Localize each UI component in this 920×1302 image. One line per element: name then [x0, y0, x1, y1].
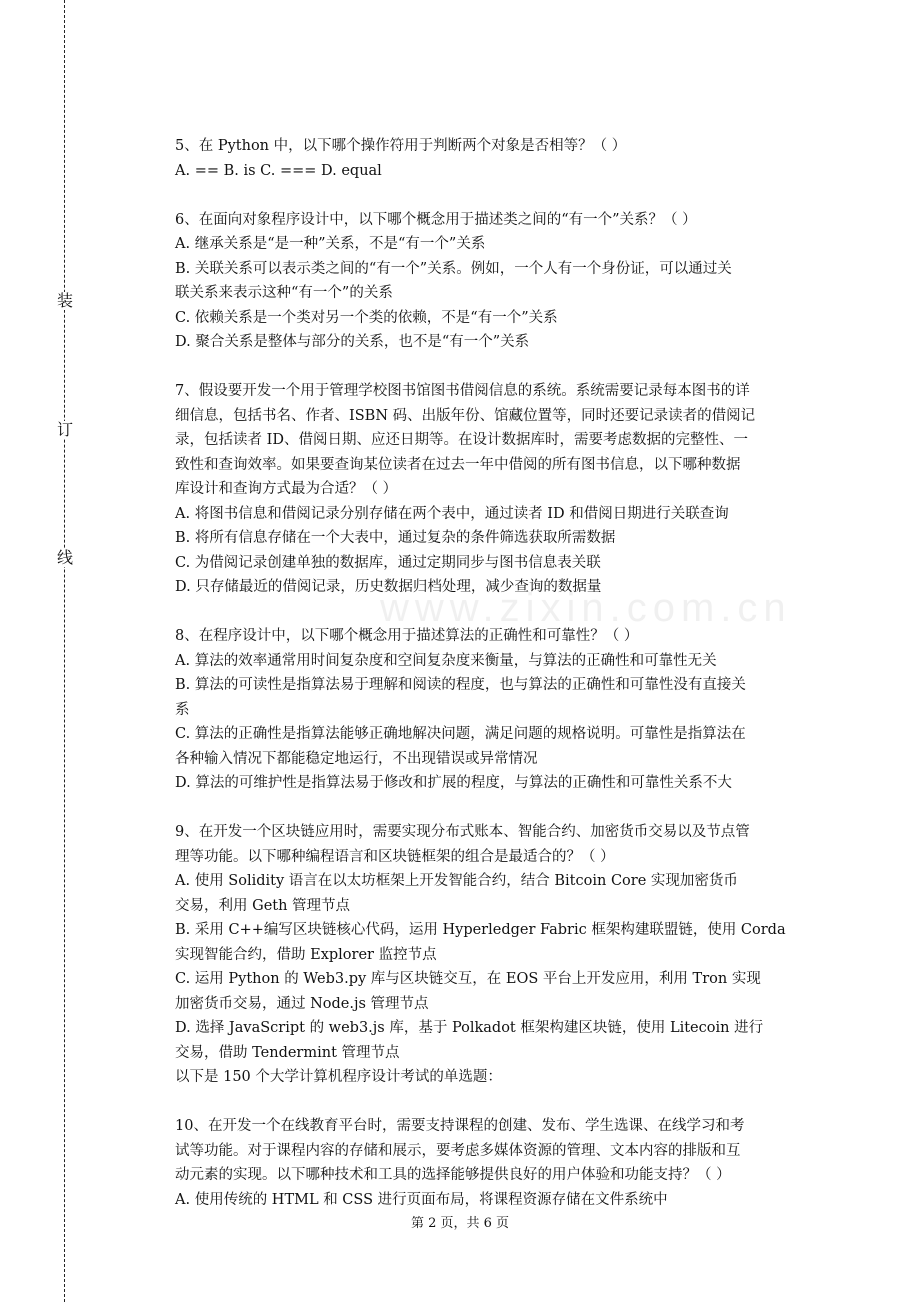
question-8 — [175, 624, 835, 796]
option-c: C. 运用 Python 的 Web3.py 库与区块链交互，在 EOS 平台上开发应用，利用 Tron 实现 — [175, 971, 761, 987]
option-b-cont: 系 — [175, 701, 190, 718]
option-b: B. 关联关系可以表示类之间的“有一个”关系。例如，一个人有一个身份证，可以通过关 — [175, 260, 732, 277]
binding-dashed-line — [64, 0, 65, 1302]
option-b: B. 算法的可读性是指算法易于理解和阅读的程度，也与算法的正确性和可靠性没有直接关 — [175, 677, 746, 693]
question-10 — [175, 1114, 835, 1212]
option-a: A. 使用 Solidity 语言在以太坊框架上开发智能合约，结合 Bitcoin Core 实现加密货币 — [175, 873, 738, 889]
option-c: C. 算法的正确性是指算法能够正确地解决问题，满足问题的规格说明。可靠性是指算法在 — [175, 726, 746, 742]
option-b-cont: 联关系来表示这种“有一个”的关系 — [175, 285, 393, 301]
option-d: D. 只存储最近的借阅记录，历史数据归档处理，减少查询的数据量 — [175, 579, 602, 595]
option-a: A. 继承关系是“是一种”关系，不是“有一个”关系 — [175, 236, 486, 252]
option-d: D. 算法的可维护性是指算法易于修改和扩展的程度，与算法的正确性和可靠性关系不大 — [175, 775, 732, 791]
option-line: A. == B. is C. === D. equal — [175, 162, 382, 179]
option-d: D. 选择 JavaScript 的 web3.js 库，基于 Polkadot 框架构建区块链，使用 Litecoin 进行 — [175, 1020, 764, 1036]
question-stem: 录，包括读者 ID、借阅日期、应还日期等。在设计数据库时，需要考虑数据的完整性、一 — [175, 432, 748, 448]
option-a-cont: 交易，利用 Geth 管理节点 — [175, 897, 351, 914]
question-stem: 致性和查询效率。如果要查询某位读者在过去一年中借阅的所有图书信息，以下哪种数据 — [175, 456, 741, 473]
question-9 — [175, 820, 835, 1065]
question-stem: 8、在程序设计中，以下哪个概念用于描述算法的正确性和可靠性？（ ） — [175, 628, 639, 644]
watermark: www.zixin.com.cn — [380, 586, 792, 630]
option-d: D. 聚合关系是整体与部分的关系，也不是“有一个”关系 — [175, 334, 530, 350]
option-c-cont: 加密货币交易，通过 Node.js 管理节点 — [175, 995, 429, 1012]
option-b: B. 采用 C++编写区块链核心代码，运用 Hyperledger Fabric 框架构建联盟链，使用 Corda — [175, 922, 786, 938]
option-a: A. 算法的效率通常用时间复杂度和空间复杂度来衡量，与算法的正确性和可靠性无关 — [175, 652, 717, 669]
question-stem: 细信息，包括书名、作者、ISBN 码、出版年份、馆藏位置等，同时还要记录读者的借阅记 — [175, 407, 756, 424]
question-stem: 7、假设要开发一个用于管理学校图书馆图书借阅信息的系统。系统需要记录每本图书的详 — [175, 383, 750, 399]
question-stem: 6、在面向对象程序设计中，以下哪个概念用于描述类之间的“有一个”关系？（ ） — [175, 211, 697, 228]
option-c-cont: 各种输入情况下都能稳定地运行，不出现错误或异常情况 — [175, 750, 538, 767]
option-a: A. 使用传统的 HTML 和 CSS 进行页面布局，将课程资源存储在文件系统中 — [175, 1191, 668, 1208]
question-stem: 库设计和查询方式最为合适？（ ） — [175, 481, 398, 497]
option-a: A. 将图书信息和借阅记录分别存储在两个表中，通过读者 ID 和借阅日期进行关联查询 — [175, 505, 729, 522]
exam-content — [175, 134, 835, 1237]
question-7 — [175, 379, 835, 600]
binding-char-ding: 订 — [56, 420, 73, 439]
question-stem: 10、在开发一个在线教育平台时，需要支持课程的创建、发布、学生选课、在线学习和考 — [175, 1118, 745, 1134]
question-stem: 动元素的实现。以下哪种技术和工具的选择能够提供良好的用户体验和功能支持？（ ） — [175, 1167, 731, 1183]
question-stem: 9、在开发一个区块链应用时，需要实现分布式账本、智能合约、加密货币交易以及节点管 — [175, 824, 750, 840]
binding-char-zhuang: 装 — [56, 291, 73, 310]
section-intro: 以下是 150 个大学计算机程序设计考试的单选题： — [175, 1069, 502, 1085]
page-footer: 第 2 页，共 6 页 — [410, 1216, 510, 1231]
question-stem: 试等功能。对于课程内容的存储和展示，要考虑多媒体资源的管理、文本内容的排版和互 — [175, 1142, 741, 1159]
option-c: C. 为借阅记录创建单独的数据库，通过定期同步与图书信息表关联 — [175, 554, 601, 571]
option-d-cont: 交易，借助 Tendermint 管理节点 — [175, 1044, 400, 1061]
option-b: B. 将所有信息存储在一个大表中，通过复杂的条件筛选获取所需数据 — [175, 530, 616, 546]
question-stem: 理等功能。以下哪种编程语言和区块链框架的组合是最适合的？（ ） — [175, 848, 615, 865]
question-5 — [175, 134, 835, 183]
binding-char-xian: 线 — [56, 548, 73, 567]
option-b-cont: 实现智能合约，借助 Explorer 监控节点 — [175, 946, 437, 963]
option-c: C. 依赖关系是一个类对另一个类的依赖，不是“有一个”关系 — [175, 309, 558, 326]
question-stem: 5、在 Python 中，以下哪个操作符用于判断两个对象是否相等？（ ） — [175, 138, 627, 154]
question-6 — [175, 208, 835, 355]
